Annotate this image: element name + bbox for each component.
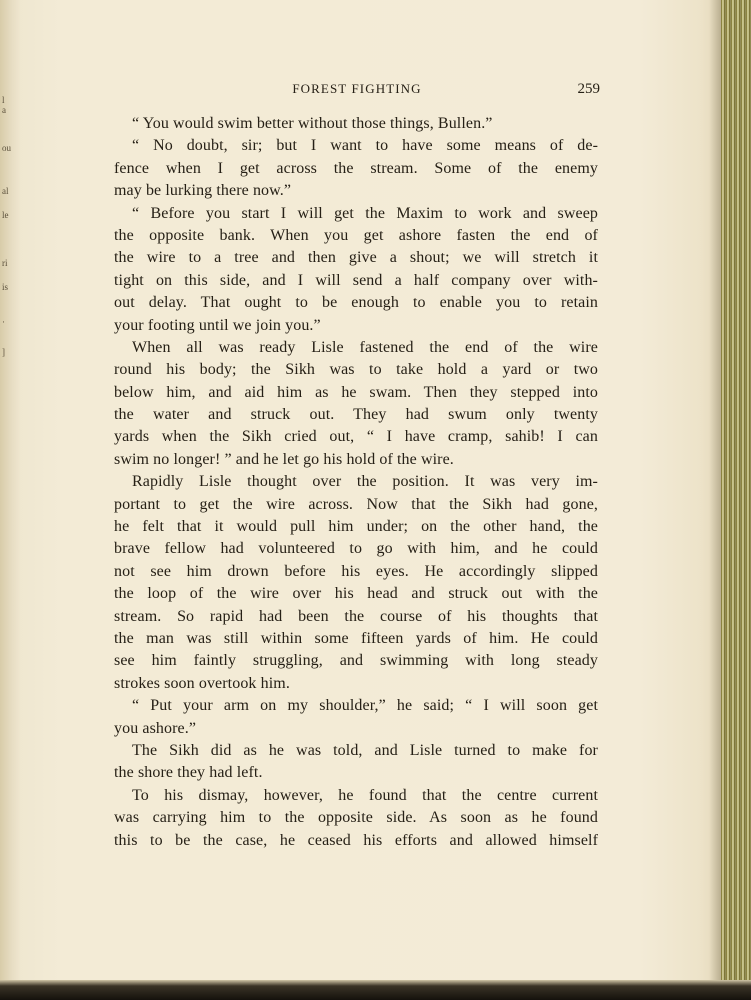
running-head: FOREST FIGHTING <box>292 81 422 96</box>
text-line: portant to get the wire across. Now that the Sikh had gone, <box>114 495 598 513</box>
text-line: the water and struck out. They had swum only twenty <box>114 406 598 424</box>
text-line: out delay. That ought to be enough to enable you to retain <box>114 294 598 312</box>
text-line: may be lurking there now.” <box>114 182 292 200</box>
text-line: the opposite bank. When you get ashore fasten the end of <box>114 226 598 244</box>
text-line: see him faintly struggling, and swimming with long steady <box>114 652 598 670</box>
text-line: “ Put your arm on my shoulder,” he said; “ I will soon get <box>132 697 598 715</box>
gutter-mark: ou <box>2 143 11 153</box>
text-line: When all was ready Lisle fastened the end of the wire <box>132 338 598 356</box>
page-gutter <box>0 0 20 1000</box>
text-line: the shore they had left. <box>114 764 263 782</box>
text-line: this to be the case, he ceased his efforts and allowed himself <box>114 831 598 849</box>
text-line: fence when I get across the stream. Some of the enemy <box>114 159 598 177</box>
text-line: The Sikh did as he was told, and Lisle turned to make for <box>132 741 598 759</box>
text-line: tight on this side, and I will send a half company over with- <box>114 271 598 289</box>
text-line: yards when the Sikh cried out, “ I have cramp, sahib! I can <box>114 428 598 446</box>
text-line: was carrying him to the opposite side. As soon as he found <box>114 809 598 827</box>
gutter-mark: l a <box>2 95 6 115</box>
text-line: strokes soon overtook him. <box>114 674 290 692</box>
text-line: not see him drown before his eyes. He accordingly slipped <box>114 562 598 580</box>
text-line: you ashore.” <box>114 719 197 737</box>
book-bottom-edge <box>0 980 751 1000</box>
text-line: “ You would swim better without those things, Bullen.” <box>132 115 493 132</box>
gutter-mark: · <box>2 317 5 327</box>
text-line: the man was still within some fifteen yards of him. He could <box>114 629 598 647</box>
gutter-mark: ri <box>2 258 8 268</box>
gutter-mark: al <box>2 186 9 196</box>
text-line: round his body; the Sikh was to take hold a yard or two <box>114 361 598 379</box>
text-line: “ No doubt, sir; but I want to have some means of de- <box>132 137 598 155</box>
gutter-mark: le <box>2 210 9 220</box>
book-fore-edge <box>721 0 751 1000</box>
page-header <box>114 78 600 100</box>
gutter-mark: ] <box>2 347 5 357</box>
page-number: 259 <box>577 81 600 97</box>
text-line: swim no longer! ” and he let go his hold of the wire. <box>114 450 454 468</box>
text-line: the loop of the wire over his head and struck out with the <box>114 585 598 603</box>
text-line: “ Before you start I will get the Maxim to work and sweep <box>132 204 598 222</box>
text-line: To his dismay, however, he found that the centre current <box>132 786 598 804</box>
text-line: brave fellow had volunteered to go with him, and he could <box>114 540 598 558</box>
text-line: he felt that it would pull him under; on the other hand, the <box>114 518 598 536</box>
gutter-mark: is <box>2 282 9 292</box>
body-text <box>114 113 598 852</box>
text-line: below him, and aid him as he swam. Then they stepped into <box>114 383 598 401</box>
page-edge-shadow <box>709 0 721 1000</box>
text-line: the wire to a tree and then give a shout; we will stretch it <box>114 249 598 267</box>
text-line: your footing until we join you.” <box>114 316 321 334</box>
text-line: Rapidly Lisle thought over the position. It was very im- <box>132 473 598 491</box>
text-line: stream. So rapid had been the course of his thoughts that <box>114 607 598 625</box>
